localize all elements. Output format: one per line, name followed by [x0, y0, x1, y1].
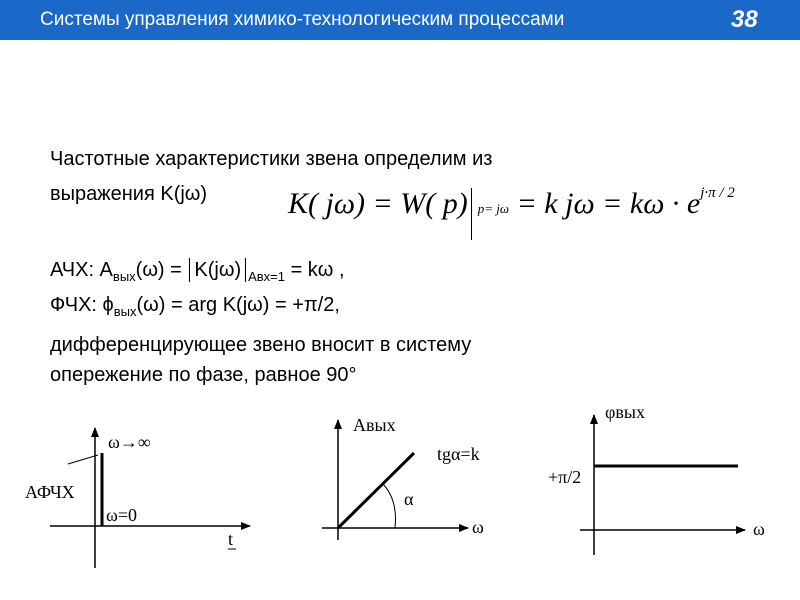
- body-line-2: выражения K(jω): [50, 183, 208, 205]
- afch-omega-zero: ω=0: [106, 505, 137, 525]
- phase-level-label: +π/2: [548, 467, 582, 487]
- amp-alpha-label: α: [404, 489, 414, 509]
- body-line-1: Частотные характеристики звена определим из: [50, 148, 493, 170]
- phase-graph: [548, 402, 765, 555]
- formula-lhs: K( jω) = W( p): [288, 187, 468, 220]
- phase-y-label: φвых: [605, 402, 645, 422]
- slide-title: Системы управления химико-технологическим процессами: [40, 9, 565, 30]
- achx-k: K(jω): [194, 259, 242, 281]
- amp-x-label: ω: [472, 517, 484, 537]
- amp-y-label: Aвых: [353, 415, 396, 435]
- body-line-6: опережение по фазе, равное 90°: [50, 364, 357, 386]
- fchx-sub: вых: [113, 304, 137, 319]
- afch-omega-inf: ω→∞: [108, 432, 151, 452]
- achx-sub: вых: [112, 269, 136, 284]
- achx-arg: (ω) =: [135, 259, 188, 281]
- afch-t-label: t: [228, 529, 234, 549]
- formula-eval-at: p= jω: [477, 201, 510, 216]
- achx-rest: = kω ,: [285, 259, 345, 281]
- body-line-5: дифференцирующее звено вносит в систему: [50, 334, 472, 356]
- afch-label: АФЧХ: [25, 482, 75, 502]
- fchx-rest: (ω) = arg K(jω) = +π/2,: [136, 294, 340, 316]
- amplitude-graph: [322, 415, 484, 540]
- afch-pointer: [68, 455, 98, 464]
- phase-x-label: ω: [753, 519, 765, 539]
- formula-rhs: = k jω = kω · e: [509, 187, 701, 220]
- fchx-label: ФЧХ: ϕ: [50, 294, 114, 316]
- afch-graph: [25, 428, 250, 568]
- amp-slope-label: tgα=k: [437, 444, 480, 464]
- slide-number: 38: [731, 6, 758, 33]
- formula-exponent: j·π / 2: [700, 185, 735, 201]
- amp-angle-arc: [383, 484, 396, 528]
- achx-condition: Aвх=1: [248, 269, 286, 284]
- amp-line: [338, 453, 414, 528]
- achx-label: АЧХ: A: [50, 259, 113, 281]
